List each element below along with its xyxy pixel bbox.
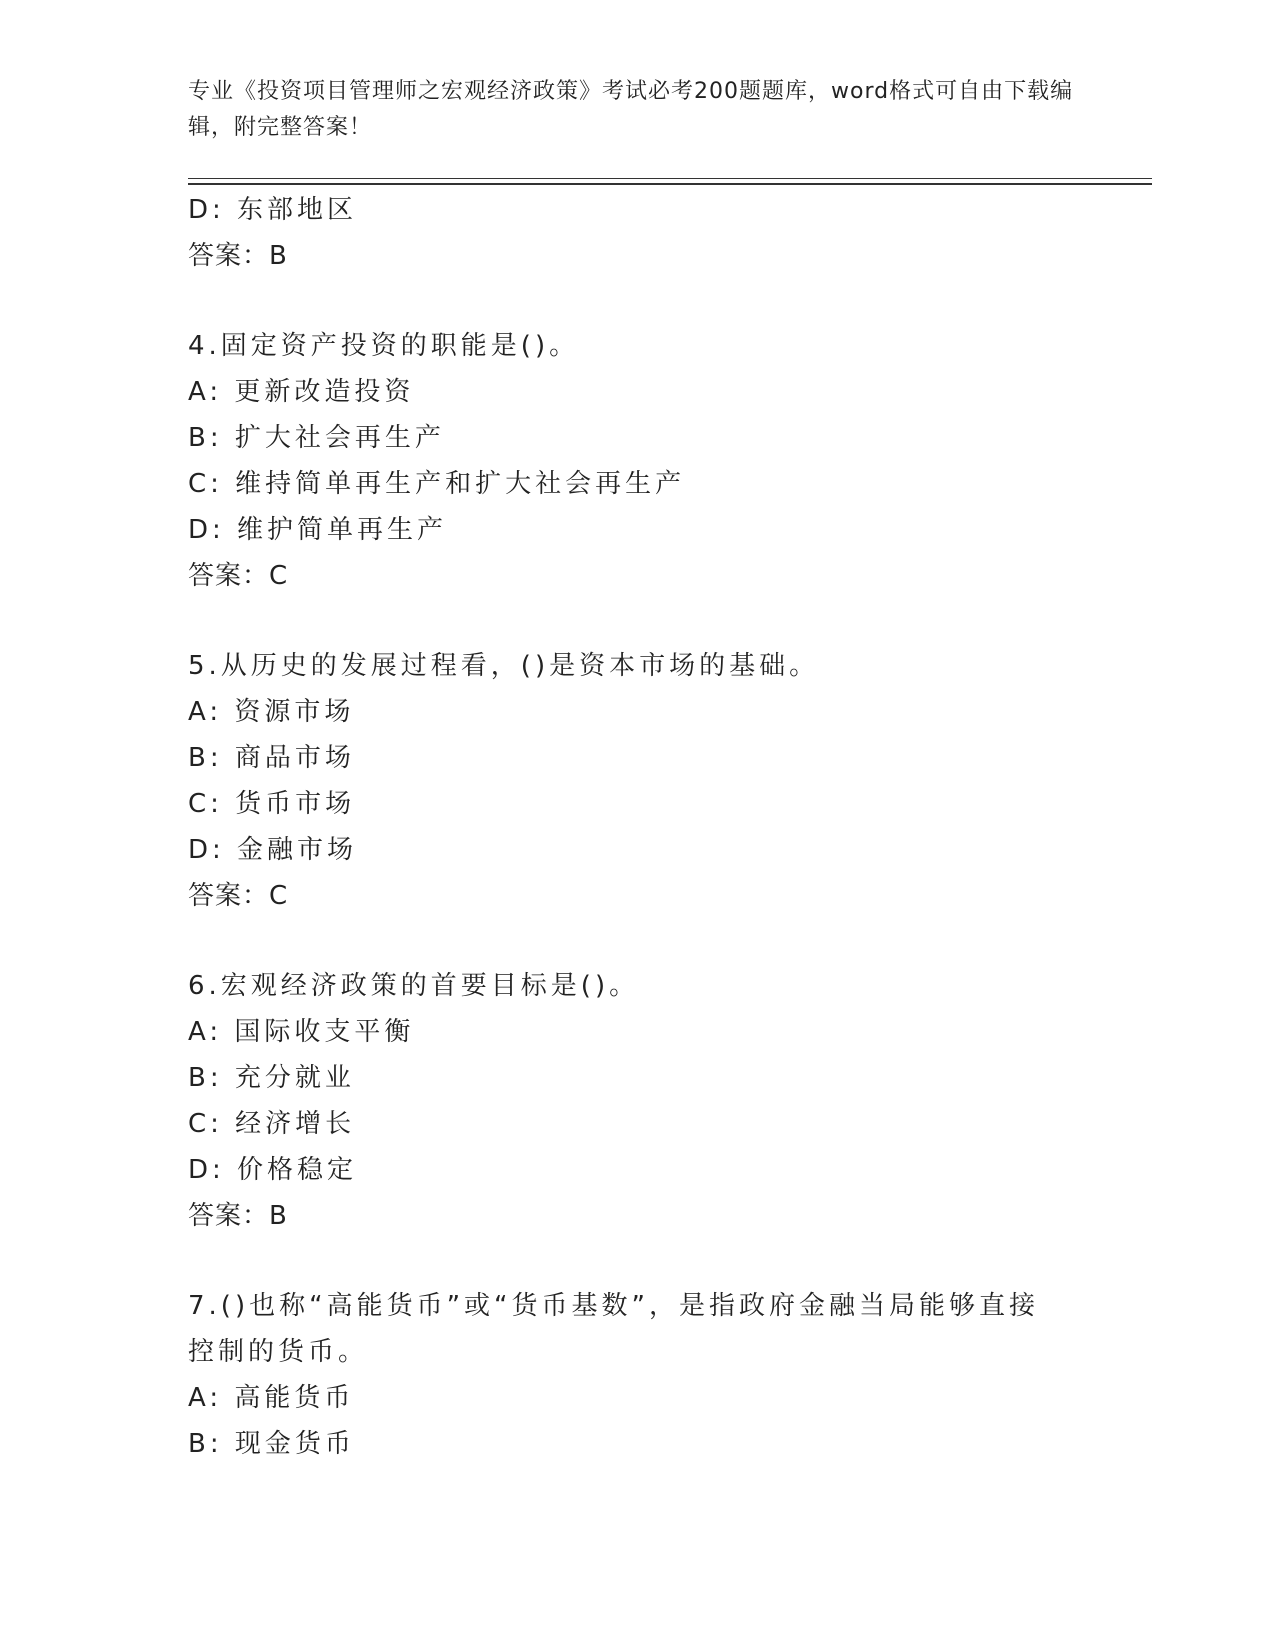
question-6 (188, 963, 1148, 1239)
option-d: D: 维护简单再生产 (188, 515, 448, 545)
question-text: 5.从历史的发展过程看，()是资本市场的基础。 (188, 651, 820, 681)
option-a: A: 资源市场 (188, 697, 355, 727)
option-b: B: 扩大社会再生产 (188, 423, 445, 453)
question-text: 6.宏观经济政策的首要目标是()。 (188, 971, 640, 1001)
question-text: 4.固定资产投资的职能是()。 (188, 331, 580, 361)
document-header: 专业《投资项目管理师之宏观经济政策》考试必考200题题库，word格式可自由下载编辑，附完整答案！ (188, 79, 1074, 140)
option-c: C: 经济增长 (188, 1109, 356, 1139)
question-5 (188, 643, 1148, 919)
option-b: B: 现金货币 (188, 1429, 355, 1459)
option-d: D: 金融市场 (188, 835, 358, 865)
answer-line: 答案：B (188, 1201, 288, 1231)
question-text: 7.()也称“高能货币”或“货币基数”，是指政府金融当局能够直接控制的货币。 (188, 1291, 1039, 1367)
question-4 (188, 323, 1148, 599)
header-divider-thin (188, 178, 1152, 179)
document-body (188, 187, 1148, 1467)
option-c: C: 维持简单再生产和扩大社会再生产 (188, 469, 686, 499)
answer-line: 答案：B (188, 241, 288, 271)
option-d: D: 东部地区 (188, 195, 358, 225)
option-d: D: 价格稳定 (188, 1155, 358, 1185)
option-b: B: 充分就业 (188, 1063, 355, 1093)
option-a: A: 国际收支平衡 (188, 1017, 415, 1047)
answer-line: 答案：C (188, 561, 289, 591)
option-a: A: 更新改造投资 (188, 377, 415, 407)
option-a: A: 高能货币 (188, 1383, 355, 1413)
answer-line: 答案：C (188, 881, 289, 911)
option-c: C: 货币市场 (188, 789, 356, 819)
question-7 (188, 1283, 1148, 1467)
option-b: B: 商品市场 (188, 743, 355, 773)
header-divider-thick (188, 183, 1152, 185)
